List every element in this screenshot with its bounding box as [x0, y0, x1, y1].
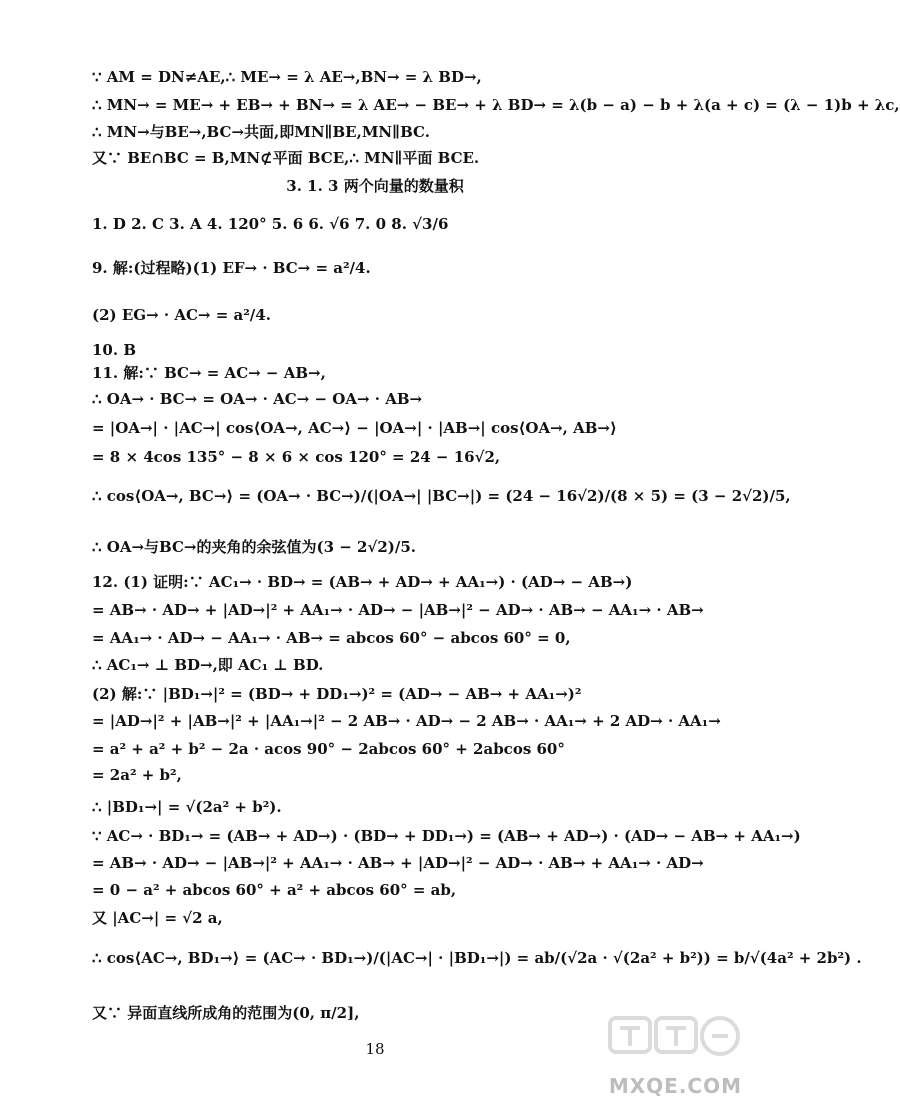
- text-line-4: 又∵ BE∩BC = B,MN⊄平面 BCE,∴ MN∥平面 BCE.: [92, 149, 480, 167]
- solution-12-line-9: ∴ |BD₁→| = √(2a² + b²).: [92, 798, 282, 816]
- answer-line-10: 10. B: [92, 341, 136, 359]
- solution-11-line-5: ∴ cos⟨OA→, BC→⟩ = (OA→ · BC→)/(|OA→| |BC→|) = (24 − 16√2)/(8 × 5) = (3 − 2√2)/5,: [92, 487, 791, 505]
- text-line-1: ∵ AM = DN≠AE,∴ ME→ = λ AE→,BN→ = λ BD→,: [92, 68, 482, 86]
- page-number: 18: [365, 1040, 385, 1058]
- solution-11-line-1: 11. 解:∵ BC→ = AC→ − AB→,: [92, 364, 326, 382]
- text-line-2: ∴ MN→ = ME→ + EB→ + BN→ = λ AE→ − BE→ + λ BD→ = λ(b − a) − b + λ(a + c) = (λ − 1)b + λc,: [92, 96, 900, 114]
- solution-12-line-5: (2) 解:∵ |BD₁→|² = (BD→ + DD₁→)² = (AD→ − AB→ + AA₁→)²: [92, 685, 582, 703]
- solution-12-line-6: = |AD→|² + |AB→|² + |AA₁→|² − 2 AB→ · AD→ − 2 AB→ · AA₁→ + 2 AD→ · AA₁→: [92, 712, 721, 730]
- solution-11-line-6: ∴ OA→与BC→的夹角的余弦值为(3 − 2√2)/5.: [92, 538, 417, 556]
- answer-line-9-2: (2) EG→ · AC→ = a²/4.: [92, 306, 271, 324]
- solution-11-line-3: = |OA→| · |AC→| cos⟨OA→, AC→⟩ − |OA→| · |AB→| cos⟨OA→, AB→⟩: [92, 419, 617, 437]
- solution-12-line-14: ∴ cos⟨AC→, BD₁→⟩ = (AC→ · BD₁→)/(|AC→| · |BD₁→|) = ab/(√2a · √(2a² + b²)) = b/√(4a² + 2b²) .: [92, 949, 862, 967]
- solution-12-line-11: = AB→ · AD→ − |AB→|² + AA₁→ · AB→ + |AD→|² − AD→ · AB→ + AA₁→ · AD→: [92, 854, 704, 872]
- solution-12-line-10: ∵ AC→ · BD₁→ = (AB→ + AD→) · (BD→ + DD₁→) = (AB→ + AD→) · (AD→ − AB→ + AA₁→): [92, 827, 801, 845]
- solution-12-line-13: 又 |AC→| = √2 a,: [92, 909, 223, 927]
- watermark-text: MXQE.COM: [608, 1074, 742, 1098]
- answer-line-9-1: 9. 解:(过程略)(1) EF→ · BC→ = a²/4.: [92, 259, 371, 277]
- solution-12-line-4: ∴ AC₁→ ⊥ BD→,即 AC₁ ⊥ BD.: [92, 656, 324, 674]
- solution-12-line-3: = AA₁→ · AD→ − AA₁→ · AB→ = abcos 60° − abcos 60° = 0,: [92, 629, 571, 647]
- solution-11-line-2: ∴ OA→ · BC→ = OA→ · AC→ − OA→ · AB→: [92, 390, 423, 408]
- text-line-3: ∴ MN→与BE→,BC→共面,即MN∥BE,MN∥BC.: [92, 123, 430, 141]
- solution-12-line-8: = 2a² + b²,: [92, 766, 182, 784]
- solution-12-line-1: 12. (1) 证明:∵ AC₁→ · BD→ = (AB→ + AD→ + AA₁→) · (AD→ − AB→): [92, 573, 633, 591]
- solution-12-line-7: = a² + a² + b² − 2a · acos 90° − 2abcos 60° + 2abcos 60°: [92, 740, 565, 758]
- section-title: 3. 1. 3 两个向量的数量积: [286, 177, 464, 195]
- solution-11-line-4: = 8 × 4cos 135° − 8 × 6 × cos 120° = 24 − 16√2,: [92, 448, 501, 466]
- solution-12-line-12: = 0 − a² + abcos 60° + a² + abcos 60° = ab,: [92, 881, 457, 899]
- solution-12-line-2: = AB→ · AD→ + |AD→|² + AA₁→ · AD→ − |AB→|² − AD→ · AB→ − AA₁→ · AB→: [92, 601, 704, 619]
- answer-line-1: 1. D 2. C 3. A 4. 120° 5. 6 6. √6 7. 0 8. √3/6: [92, 215, 449, 233]
- solution-12-line-15: 又∵ 异面直线所成角的范围为(0, π/2],: [92, 1004, 360, 1022]
